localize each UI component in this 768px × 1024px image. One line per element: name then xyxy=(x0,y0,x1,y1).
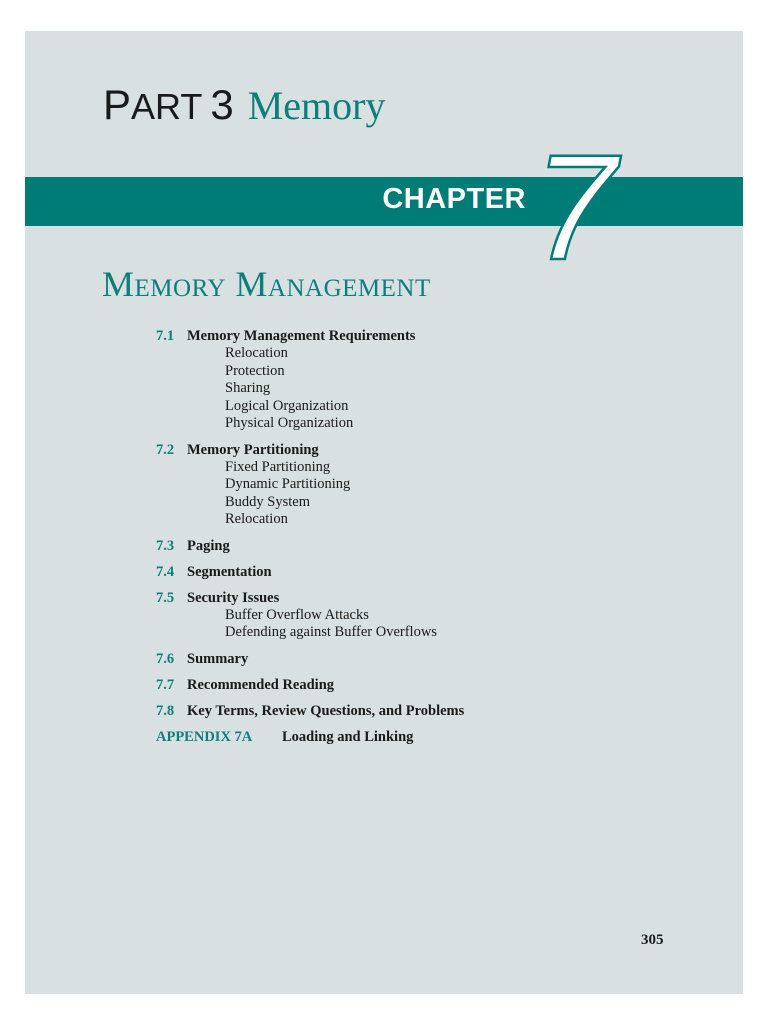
toc-section xyxy=(156,650,716,668)
toc-section-number: 7.8 xyxy=(156,702,175,719)
toc-section-number: 7.7 xyxy=(156,676,175,693)
toc-section xyxy=(156,327,716,433)
part-heading xyxy=(103,81,386,129)
toc-section-number: 7.2 xyxy=(156,441,175,458)
toc-subsection[interactable]: Defending against Buffer Overflows xyxy=(225,624,437,640)
toc-section-heading[interactable] xyxy=(156,676,716,694)
toc-section xyxy=(156,441,716,529)
toc-section xyxy=(156,537,716,555)
toc-section-title: Key Terms, Review Questions, and Problems xyxy=(187,702,465,719)
page-number: 305 xyxy=(641,932,664,948)
toc-section-title: Memory Partitioning xyxy=(187,441,319,458)
book-page xyxy=(25,31,743,994)
toc-appendix[interactable] xyxy=(156,728,716,746)
toc-section xyxy=(156,702,716,720)
toc-section-heading[interactable] xyxy=(156,589,716,607)
toc-appendix-number: APPENDIX 7A xyxy=(156,728,253,745)
toc-section xyxy=(156,589,716,642)
chapter-banner xyxy=(25,177,743,226)
toc-section-title: Memory Management Requirements xyxy=(187,328,416,344)
toc-subsection[interactable]: Protection xyxy=(225,362,285,379)
toc-subsection[interactable]: Dynamic Partitioning xyxy=(225,476,351,492)
toc-subsection[interactable]: Buffer Overflow Attacks xyxy=(225,606,369,623)
toc-subsection[interactable]: Sharing xyxy=(225,380,271,396)
chapter-label: CHAPTER xyxy=(382,183,526,215)
chapter-number-text: 7 xyxy=(533,123,617,291)
toc-subsection[interactable]: Physical Organization xyxy=(225,415,354,431)
toc-subsection[interactable]: Logical Organization xyxy=(225,397,349,414)
toc-section-heading[interactable] xyxy=(156,563,716,581)
toc-subsection[interactable]: Relocation xyxy=(225,511,288,527)
toc-section-title: Paging xyxy=(187,537,230,554)
toc-section-number: 7.1 xyxy=(156,328,175,344)
toc-section-title: Segmentation xyxy=(187,563,272,580)
toc-section-title: Recommended Reading xyxy=(187,676,335,693)
toc-section-number: 7.6 xyxy=(156,650,175,667)
toc-section-heading[interactable] xyxy=(156,537,716,555)
part-name: Memory xyxy=(247,83,386,128)
toc-section-number: 7.3 xyxy=(156,537,175,554)
toc-section-title: Security Issues xyxy=(187,589,280,606)
part-label: PART xyxy=(103,81,203,128)
toc-subsection[interactable]: Relocation xyxy=(225,345,288,361)
toc-section xyxy=(156,676,716,694)
toc-appendix-title: Loading and Linking xyxy=(282,728,414,745)
chapter-number xyxy=(533,123,625,291)
toc-section-heading[interactable] xyxy=(156,441,716,459)
toc-section-heading[interactable] xyxy=(156,327,716,345)
chapter-title: Memory Management xyxy=(102,264,431,304)
toc-section-title: Summary xyxy=(187,650,249,667)
toc-subsection[interactable]: Buddy System xyxy=(225,493,310,510)
table-of-contents xyxy=(156,327,716,746)
toc-section-heading[interactable] xyxy=(156,650,716,668)
toc-section-number: 7.5 xyxy=(156,589,175,606)
part-number: 3 xyxy=(210,81,234,128)
toc-section xyxy=(156,563,716,581)
toc-subsection[interactable]: Fixed Partitioning xyxy=(225,458,331,475)
toc-section-heading[interactable] xyxy=(156,702,716,720)
toc-section-number: 7.4 xyxy=(156,563,175,580)
